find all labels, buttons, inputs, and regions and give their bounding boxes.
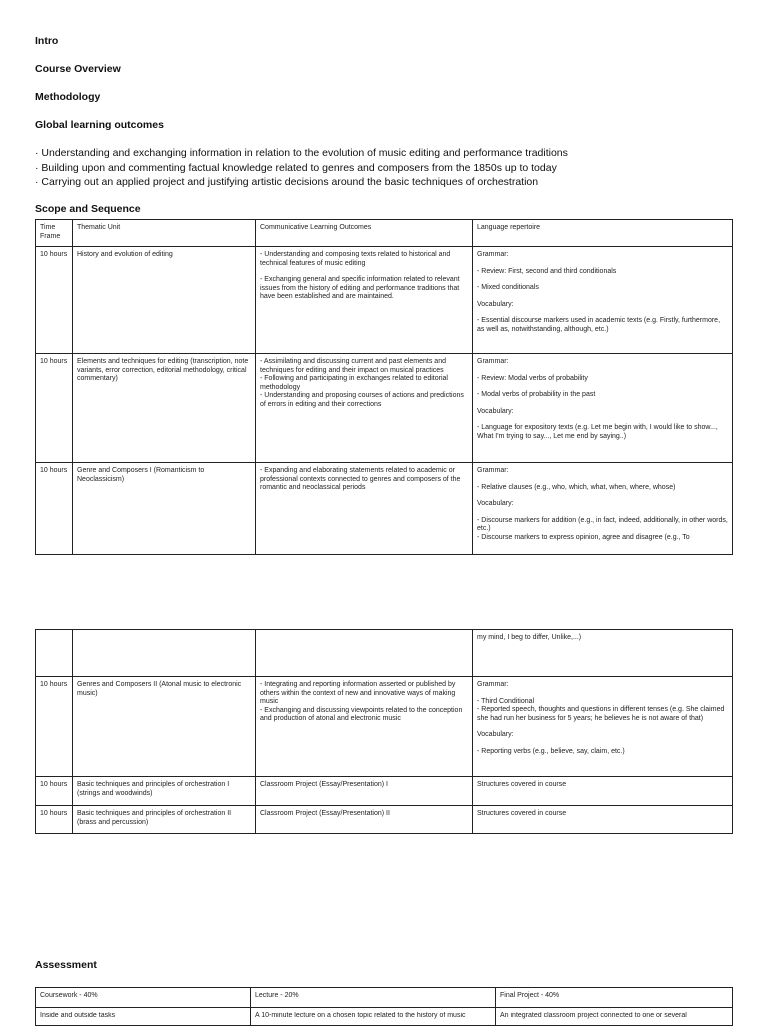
table-row <box>36 247 733 354</box>
cell-line: - Relative clauses (e.g., who, which, what, when, where, whose) <box>477 483 676 491</box>
cell-line: my mind, I beg to differ, Unlike,...) <box>477 634 582 641</box>
cell-line: - Discourse markers for addition (e.g., in fact, indeed, additionally, in other words, etc.) - Discourse markers to express opinion, agree and disagree (e.g., To <box>477 516 728 541</box>
outcome-item: · Building upon and commenting factual knowledge related to genres and composers from the 1850s up to today <box>35 161 557 174</box>
assessment-cell: An integrated classroom project connected to one or several <box>496 1008 733 1026</box>
cell-line: - Language for expository texts (e.g. Let me begin with, I would like to show..., What I'm trying to say..., Let me end by saying..) <box>477 424 718 440</box>
time-frame-cell: 10 hours <box>36 677 73 777</box>
outcomes-cell <box>256 677 473 777</box>
cell-line: - Third Conditional - Reported speech, thoughts and questions in different tenses (e.g. She claimed she had run her business for 5 years; he believes he is not aware of that) <box>477 697 725 722</box>
time-frame-cell: 10 hours <box>36 247 73 354</box>
time-frame-cell: 10 hours <box>36 806 73 834</box>
scope-sequence-table-continued <box>35 629 733 834</box>
outcome-item: · Carrying out an applied project and justifying artistic decisions around the basic techniques of orchestration <box>35 176 539 188</box>
cell-line: - Review: Modal verbs of probability <box>477 374 588 382</box>
outcomes-cell <box>256 463 473 555</box>
heading-methodology: Methodology <box>35 91 101 103</box>
column-header: Coursework - 40% <box>36 988 251 1008</box>
cell-line: Grammar: <box>477 467 509 474</box>
table-header-row <box>36 220 733 247</box>
table-row <box>36 777 733 806</box>
thematic-unit-cell: Genres and Composers II (Atonal music to electronic music) <box>73 677 256 777</box>
global-outcomes-list <box>35 146 568 190</box>
cell-line: - Reporting verbs (e.g., believe, say, claim, etc.) <box>477 747 625 755</box>
table-header-row <box>36 988 733 1008</box>
outcomes-cell <box>256 247 473 354</box>
outcome-item: · Understanding and exchanging information in relation to the evolution of music editing and performance traditions <box>35 147 568 159</box>
cell-line: - Expanding and elaborating statements related to academic or professional contexts connected to genres and composers of the romantic and neoclassical periods <box>260 467 461 492</box>
repertoire-cell <box>473 354 733 463</box>
table-row <box>36 630 733 677</box>
table-row <box>36 677 733 777</box>
column-header: Lecture - 20% <box>251 988 496 1008</box>
assessment-table <box>35 987 733 1026</box>
cell-line: - Exchanging general and specific information related to relevant issues from the history of editing and performance traditions that have been established and are maintained. <box>260 276 460 301</box>
heading-course-overview: Course Overview <box>35 63 121 75</box>
repertoire-cell <box>473 463 733 555</box>
column-header: Thematic Unit <box>73 220 256 247</box>
scope-sequence-table <box>35 219 733 555</box>
cell-line: Vocabulary: <box>477 731 514 739</box>
repertoire-cell <box>473 630 733 677</box>
repertoire-cell <box>473 247 733 354</box>
table-row <box>36 806 733 834</box>
time-frame-cell: 10 hours <box>36 777 73 806</box>
cell-line: - Assimilating and discussing current and past elements and techniques for editing and their impact on musical practices - Following and participating in exchanges related to editorial methodology - Understanding and proposing courses of actions and predictions of errors in editing and their corrections <box>260 358 464 408</box>
cell-line: Grammar: <box>477 358 509 365</box>
heading-intro: Intro <box>35 35 59 47</box>
thematic-unit-cell <box>73 630 256 677</box>
thematic-unit-cell: History and evolution of editing <box>73 247 256 354</box>
cell-line: - Understanding and composing texts related to historical and technical features of music editing <box>260 251 451 267</box>
thematic-unit-cell: Basic techniques and principles of orchestration I (strings and woodwinds) <box>73 777 256 806</box>
repertoire-cell: Structures covered in course <box>473 777 733 806</box>
assessment-cell: Inside and outside tasks <box>36 1008 251 1026</box>
cell-line: Vocabulary: <box>477 300 514 308</box>
outcomes-cell <box>256 354 473 463</box>
column-header: Final Project - 40% <box>496 988 733 1008</box>
column-header: Communicative Learning Outcomes <box>256 220 473 247</box>
thematic-unit-cell: Genre and Composers I (Romanticism to Neoclassicism) <box>73 463 256 555</box>
cell-line: Grammar: <box>477 251 509 258</box>
outcomes-cell: Classroom Project (Essay/Presentation) I <box>256 777 473 806</box>
cell-line: Vocabulary: <box>477 500 514 508</box>
table-row <box>36 1008 733 1026</box>
assessment-cell: A 10-minute lecture on a chosen topic related to the history of music <box>251 1008 496 1026</box>
time-frame-cell: 10 hours <box>36 354 73 463</box>
cell-line: Vocabulary: <box>477 407 514 415</box>
thematic-unit-cell: Elements and techniques for editing (transcription, note variants, error correction, editorial methodology, critical commentary) <box>73 354 256 463</box>
cell-line: - Essential discourse markers used in academic texts (e.g. Firstly, furthermore, as well as, notwithstanding, although, etc.) <box>477 317 721 333</box>
column-header: Time Frame <box>36 220 73 247</box>
heading-global-learning-outcomes: Global learning outcomes <box>35 119 164 131</box>
outcomes-cell: Classroom Project (Essay/Presentation) II <box>256 806 473 834</box>
time-frame-cell: 10 hours <box>36 463 73 555</box>
cell-line: - Mixed conditionals <box>477 284 539 292</box>
cell-line: - Integrating and reporting information asserted or published by others within the context of new and innovative ways of making music - Exchanging and discussing viewpoints related to the conception and production of atonal and electronic music <box>260 681 463 723</box>
repertoire-cell <box>473 677 733 777</box>
table-row <box>36 463 733 555</box>
cell-line: - Modal verbs of probability in the past <box>477 391 596 399</box>
outcomes-cell <box>256 630 473 677</box>
time-frame-cell <box>36 630 73 677</box>
column-header: Language repertoire <box>473 220 733 247</box>
repertoire-cell: Structures covered in course <box>473 806 733 834</box>
thematic-unit-cell: Basic techniques and principles of orchestration II (brass and percussion) <box>73 806 256 834</box>
cell-line: Grammar: <box>477 681 509 688</box>
cell-line: - Review: First, second and third conditionals <box>477 267 617 275</box>
table-row <box>36 354 733 463</box>
heading-assessment: Assessment <box>35 959 97 971</box>
heading-scope-and-sequence: Scope and Sequence <box>35 203 141 215</box>
